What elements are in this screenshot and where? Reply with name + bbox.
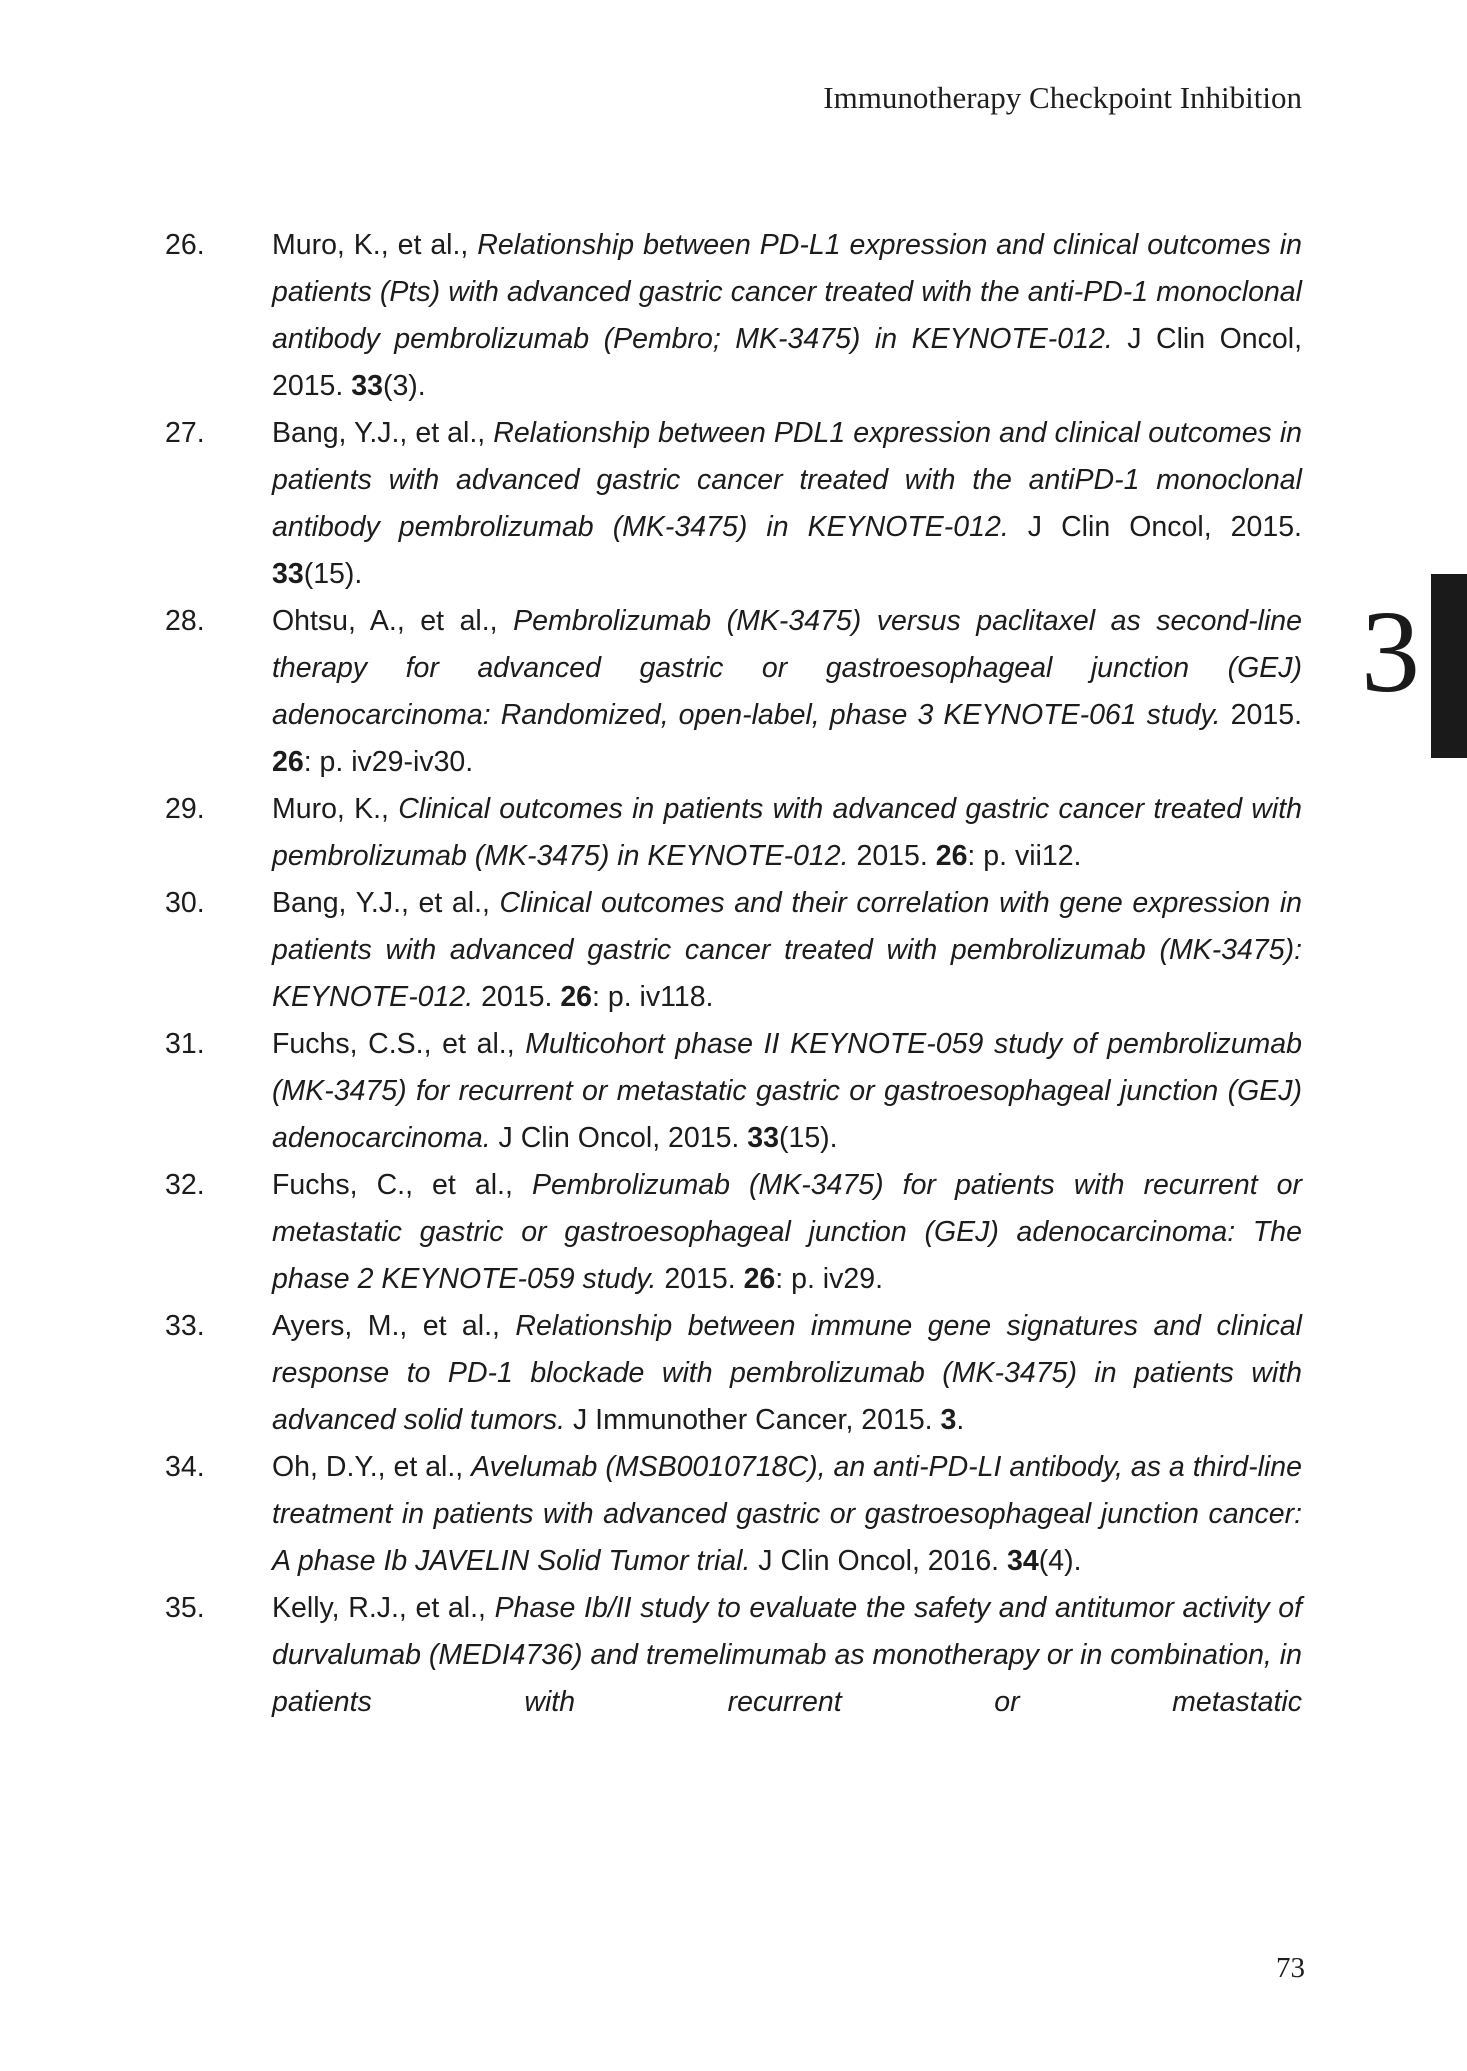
- reference-number: 26.: [165, 229, 205, 261]
- reference-text: Muro, K., Clinical outcomes in patients with advanced gastric cancer treated with pembrolizumab (MK-3475) in KEYNOTE-012. 2015. 26: p. vii12.: [272, 793, 1302, 872]
- reference-item: [165, 410, 1302, 598]
- reference-text: Ohtsu, A., et al., Pembrolizumab (MK-3475) versus paclitaxel as second-line therapy for advanced gastric or gastroesophageal junction (GEJ) adenocarcinoma: Randomized, open-label, phase 3 KEYNOTE-061 study. 2015. 26: p. iv29-iv30.: [272, 605, 1302, 778]
- reference-item: [165, 1303, 1302, 1444]
- reference-text: Bang, Y.J., et al., Clinical outcomes and their correlation with gene expression in patients with advanced gastric cancer treated with pembrolizumab (MK-3475): KEYNOTE-012. 2015. 26: p. iv118.: [272, 887, 1303, 1013]
- reference-text: Kelly, R.J., et al., Phase Ib/II study to evaluate the safety and antitumor activity of durvalumab (MEDI4736) and tremelimumab as monotherapy or in combination, in patients with recurrent or metastatic: [272, 1592, 1302, 1718]
- reference-item: [165, 598, 1302, 786]
- reference-item: [165, 880, 1302, 1021]
- reference-item: [165, 1444, 1302, 1585]
- reference-number: 35.: [165, 1592, 205, 1624]
- page-number: 73: [1276, 1952, 1305, 1984]
- chapter-thumb-tab: [1431, 574, 1467, 758]
- reference-item: [165, 1585, 1302, 1726]
- running-header-title: Immunotherapy Checkpoint Inhibition: [823, 80, 1302, 115]
- reference-number: 32.: [165, 1169, 205, 1201]
- reference-number: 31.: [165, 1028, 205, 1060]
- reference-number: 29.: [165, 793, 205, 825]
- reference-item: [165, 1162, 1302, 1303]
- reference-number: 33.: [165, 1310, 205, 1342]
- reference-text: Fuchs, C.S., et al., Multicohort phase II KEYNOTE-059 study of pembrolizumab (MK-3475) for recurrent or metastatic gastric or gastroesophageal junction (GEJ) adenocarcinoma. J Clin Oncol, 2015. 33(15).: [272, 1028, 1302, 1154]
- references-list: [165, 222, 1302, 1726]
- reference-number: 34.: [165, 1451, 205, 1483]
- reference-item: [165, 1021, 1302, 1162]
- chapter-number: 3: [1361, 586, 1420, 717]
- reference-text: Oh, D.Y., et al., Avelumab (MSB0010718C), an anti-PD-LI antibody, as a third-line treatment in patients with advanced gastric or gastroesophageal junction cancer: A phase Ib JAVELIN Solid Tumor trial. J Clin Oncol, 2016. 34(4).: [272, 1451, 1302, 1577]
- reference-number: 28.: [165, 605, 205, 637]
- reference-item: [165, 222, 1302, 410]
- reference-text: Fuchs, C., et al., Pembrolizumab (MK-3475) for patients with recurrent or metastatic gastric or gastroesophageal junction (GEJ) adenocarcinoma: The phase 2 KEYNOTE-059 study. 2015. 26: p. iv29.: [272, 1169, 1302, 1295]
- reference-text: Bang, Y.J., et al., Relationship between PDL1 expression and clinical outcomes in patients with advanced gastric cancer treated with the antiPD-1 monoclonal antibody pembrolizumab (MK-3475) in KEYNOTE-012. J Clin Oncol, 2015. 33(15).: [272, 417, 1303, 590]
- reference-text: Ayers, M., et al., Relationship between immune gene signatures and clinical response to PD-1 blockade with pembrolizumab (MK-3475) in patients with advanced solid tumors. J Immunother Cancer, 2015. 3.: [272, 1310, 1303, 1436]
- reference-number: 27.: [165, 417, 205, 449]
- reference-number: 30.: [165, 887, 205, 919]
- reference-item: [165, 786, 1302, 880]
- reference-text: Muro, K., et al., Relationship between PD-L1 expression and clinical outcomes in patients (Pts) with advanced gastric cancer treated with the anti-PD-1 monoclonal antibody pembrolizumab (Pembro; MK-3475) in KEYNOTE-012. J Clin Oncol, 2015. 33(3).: [272, 229, 1302, 402]
